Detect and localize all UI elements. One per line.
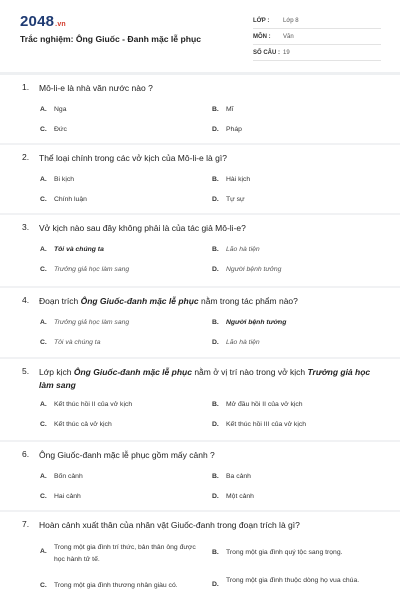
option-letter: B. (212, 549, 219, 556)
question-text-emphasis: Trưởng giả học làm sang (39, 367, 371, 390)
option-letter: C. (40, 196, 47, 203)
option-letter: A. (40, 548, 47, 555)
option-letter: C. (40, 266, 47, 273)
option-text: Mở đầu hồi II của vở kịch (226, 401, 303, 408)
question-text (39, 366, 379, 391)
option-text: Mĩ (226, 106, 234, 113)
option-text: Bốn cảnh (54, 473, 83, 480)
option-letter: B. (212, 473, 219, 480)
option-text: Kết thúc cả vở kịch (54, 421, 112, 428)
option-letter: D. (212, 421, 219, 428)
question-text-part: Lớp kịch (39, 367, 74, 377)
option-letter: D. (212, 196, 219, 203)
option-letter: C. (40, 339, 47, 346)
question-text-emphasis: Ông Giuốc-đanh mặc lễ phục (73, 367, 192, 377)
option-text: Tôi và chúng ta (54, 246, 104, 253)
question-divider (0, 510, 400, 512)
meta-key: SỐ CÂU : (253, 50, 280, 56)
option-text: Trưởng giả học làm sang (54, 266, 130, 273)
option-letter: D. (212, 581, 219, 588)
option-letter: C. (40, 582, 47, 589)
question-number: 5. (22, 366, 30, 376)
option-text: Người bệnh tưởng (226, 266, 282, 273)
option-letter: D. (212, 266, 219, 273)
option-text: Chính luận (54, 196, 87, 203)
option-text: Ba cảnh (226, 473, 251, 480)
option-letter: B. (212, 176, 219, 183)
question-number: 6. (22, 449, 30, 459)
option-letter: A. (40, 246, 47, 253)
option-letter: A. (40, 176, 47, 183)
option-text: Trong một gia đình quý tộc sang trọng. (226, 549, 343, 556)
question-text-emphasis: Ông Giuốc-đanh mặc lễ phục (80, 296, 199, 306)
meta-row-subject (253, 29, 381, 45)
option-letter: A. (40, 106, 47, 113)
header-divider (0, 72, 400, 75)
option-text: Trưởng giả học làm sang (54, 319, 130, 326)
meta-key: LỚP : (253, 18, 270, 24)
meta-row-count (253, 45, 381, 61)
option-text: Tự sự (226, 196, 245, 203)
option-letter: B. (212, 401, 219, 408)
question-divider (0, 213, 400, 215)
option-letter: C. (40, 421, 47, 428)
option-text: Bi kịch (54, 176, 75, 183)
question-text: Thể loại chính trong các vở kịch của Mô-li-e là gì? (39, 153, 227, 163)
option-letter: D. (212, 493, 219, 500)
meta-key: MÔN : (253, 34, 271, 40)
logo-main: 2048 (20, 13, 55, 30)
question-text: Hoàn cảnh xuất thân của nhân vật Giuốc-đanh trong đoạn trích là gì? (39, 520, 300, 530)
question-divider (0, 286, 400, 288)
option-text: Tôi và chúng ta (54, 339, 101, 346)
question-number: 2. (22, 152, 30, 162)
option-text: Kết thúc hồi III của vở kịch (226, 421, 307, 428)
option-text: Trong một gia đình thuộc dòng họ vua chúa. (226, 577, 360, 584)
option-text: Một cảnh (226, 493, 254, 500)
option-letter: B. (212, 319, 219, 326)
question-text (39, 295, 379, 308)
page-header (0, 0, 400, 70)
option-letter: A. (40, 473, 47, 480)
question-number: 4. (22, 295, 30, 305)
option-letter: B. (212, 106, 219, 113)
question-text-part: Đoạn trích (39, 296, 81, 306)
option-text: Hai cảnh (54, 493, 81, 500)
meta-value: 19 (283, 50, 290, 56)
option-letter: D. (212, 339, 219, 346)
option-letter: C. (40, 126, 47, 133)
logo-suffix: .vn (55, 21, 66, 28)
option-letter: D. (212, 126, 219, 133)
question-text-part: nằm ở vị trí nào trong vở kịch (191, 367, 308, 377)
option-letter: A. (40, 401, 47, 408)
option-text: Đức (54, 126, 67, 133)
question-text: Mô-li-e là nhà văn nước nào ? (39, 83, 153, 93)
site-logo[interactable] (20, 13, 66, 30)
option-text: Hài kịch (226, 176, 251, 183)
option-letter: C. (40, 493, 47, 500)
meta-value: Văn (283, 34, 294, 40)
question-number: 7. (22, 519, 30, 529)
question-divider (0, 440, 400, 442)
question-divider (0, 143, 400, 145)
option-text: Nga (54, 106, 67, 113)
option-text: Pháp (226, 126, 242, 133)
question-text: Ông Giuốc-đanh mặc lễ phục gồm mấy cảnh ? (39, 450, 215, 460)
question-number: 3. (22, 222, 30, 232)
option-text: Trong một gia đình trí thức, bản thân ông được học hành tử tế. (54, 544, 196, 563)
quiz-title: Trắc nghiệm: Ông Giuốc - Đanh mặc lễ phục (20, 34, 201, 44)
option-text: Lão hà tiện (226, 246, 260, 253)
meta-value: Lớp 8 (283, 18, 299, 24)
option-letter: A. (40, 319, 47, 326)
option-text: Kết thúc hồi II của vở kịch (54, 401, 133, 408)
question-text: Vở kịch nào sau đây không phải là của tác giả Mô-li-e? (39, 223, 246, 233)
question-divider (0, 357, 400, 359)
question-text-part: nằm trong tác phẩm nào? (198, 296, 298, 306)
meta-row-class (253, 13, 381, 29)
option-text: Lão hà tiện (226, 339, 260, 346)
question-number: 1. (22, 82, 30, 92)
option-text: Trong một gia đình thương nhân giàu có. (54, 582, 178, 589)
option-text: Người bệnh tưởng (226, 319, 287, 326)
option-letter: B. (212, 246, 219, 253)
